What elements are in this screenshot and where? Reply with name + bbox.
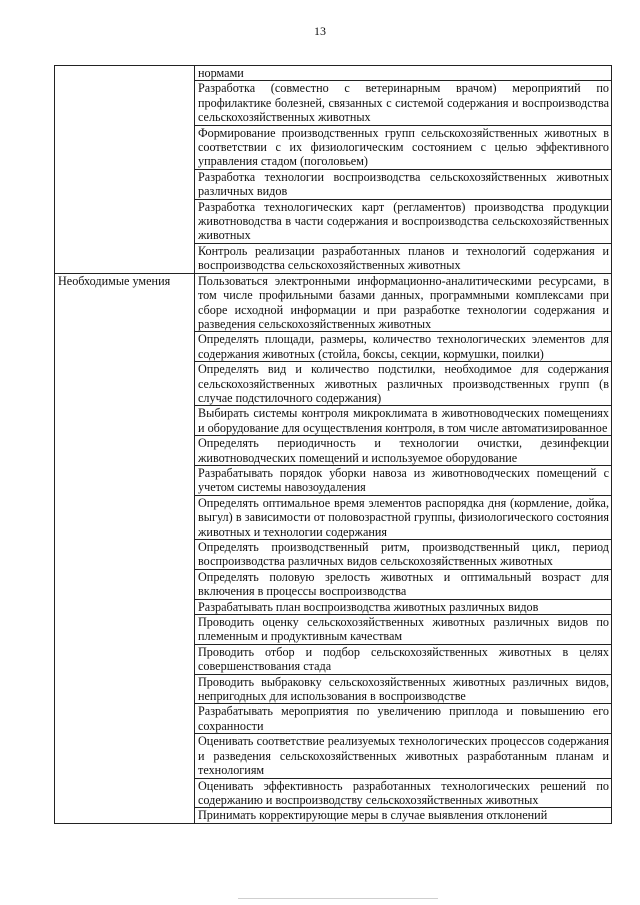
- table-cell-item: Проводить оценку сельскохозяйственных животных различных видов по племенным и продуктивным качествам: [195, 615, 612, 645]
- table-cell-item: Определять периодичность и технологии очистки, дезинфекции животноводческих помещений и используемое оборудование: [195, 436, 612, 466]
- table-cell-item: Разрабатывать план воспроизводства животных различных видов: [195, 599, 612, 614]
- table-cell-item: Пользоваться электронными информационно-аналитическими ресурсами, в том числе профильными базами данных, программными комплексами при сборе исходной информации и при разработке технологии содержания и разведения сельскохозяйственных животных: [195, 273, 612, 332]
- table-cell-item: Определять вид и количество подстилки, необходимое для содержания сельскохозяйственных животных различных производственных групп (в случае подстилочного содержания): [195, 362, 612, 406]
- section-label: [55, 66, 195, 274]
- section-label: Необходимые умения: [55, 273, 195, 823]
- table-cell-item: нормами: [195, 66, 612, 81]
- table-cell-item: Разработка (совместно с ветеринарным врачом) мероприятий по профилактике болезней, связанных с системой содержания и воспроизводства сельскохозяйственных животных: [195, 81, 612, 125]
- table-row: [55, 273, 612, 332]
- bottom-rule: [238, 898, 438, 899]
- table-cell-item: Оценивать эффективность разработанных технологических решений по содержанию и воспроизводству сельскохозяйственных животных: [195, 778, 612, 808]
- table-cell-item: Формирование производственных групп сельскохозяйственных животных в соответствии с их физиологическим состоянием с целью эффективного управления стадом (поголовьем): [195, 125, 612, 169]
- table-cell-item: Разработка технологии воспроизводства сельскохозяйственных животных различных видов: [195, 169, 612, 199]
- table-cell-item: Определять производственный ритм, производственный цикл, период воспроизводства различных видов сельскохозяйственных животных: [195, 540, 612, 570]
- table-cell-item: Выбирать системы контроля микроклимата в животноводческих помещениях и оборудование для осуществления контроля, в том числе автоматизированное: [195, 406, 612, 436]
- table-cell-item: Проводить выбраковку сельскохозяйственных животных различных видов, непригодных для использования в воспроизводстве: [195, 674, 612, 704]
- table-cell-item: Проводить отбор и подбор сельскохозяйственных животных в целях совершенствования стада: [195, 644, 612, 674]
- table-cell-item: Разрабатывать порядок уборки навоза из животноводческих помещений с учетом системы навозоудаления: [195, 465, 612, 495]
- table-cell-item: Оценивать соответствие реализуемых технологических процессов содержания и разведения сельскохозяйственных животных разработанным планам и технологиям: [195, 734, 612, 778]
- table-cell-item: Определять половую зрелость животных и оптимальный возраст для включения в процессы воспроизводства: [195, 569, 612, 599]
- table-cell-item: Контроль реализации разработанных планов и технологий содержания и воспроизводства сельскохозяйственных животных: [195, 243, 612, 273]
- table-cell-item: Разработка технологических карт (регламентов) производства продукции животноводства в части содержания и воспроизводства сельскохозяйственных животных: [195, 199, 612, 243]
- competency-table: [54, 65, 612, 824]
- table-cell-item: Разрабатывать мероприятия по увеличению приплода и повышению его сохранности: [195, 704, 612, 734]
- table-cell-item: Определять оптимальное время элементов распорядка дня (кормление, дойка, выгул) в зависимости от половозрастной группы, физиологического состояния животных и технологии содержания: [195, 495, 612, 539]
- table-row: [55, 66, 612, 81]
- table-cell-item: Определять площади, размеры, количество технологических элементов для содержания животных (стойла, боксы, секции, кормушки, поилки): [195, 332, 612, 362]
- page-number: 13: [314, 24, 326, 38]
- table-cell-item: Принимать корректирующие меры в случае выявления отклонений: [195, 808, 612, 823]
- competency-table-body: [55, 66, 612, 824]
